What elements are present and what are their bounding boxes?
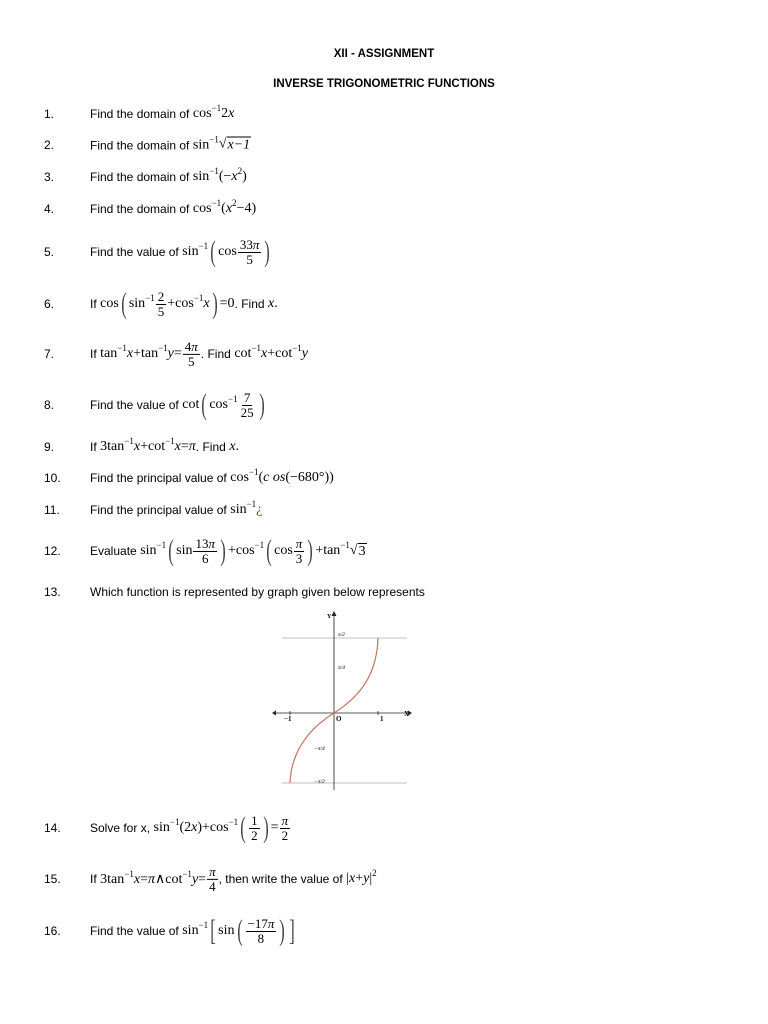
fraction: $\frac{\pi}{3}$ [295,535,303,566]
inverse-sine-graph [272,608,412,792]
origin-label: O [336,715,342,723]
y-tick-label: π/4 [338,665,346,671]
y-tick-label: π/2 [338,632,346,638]
fraction: $\frac{-17\pi}{8}$ [247,915,275,946]
x-axis-arrow-left [272,711,276,716]
math-expression: $\sin^{-1}$ [189,134,219,152]
y-tick-label: −π/4 [314,746,325,752]
question-number: 9. [44,440,55,454]
question-text: If [90,297,97,311]
x-tick-label: 1 [380,715,384,723]
question-text: Find the value of [90,245,179,259]
question-number: 7. [44,347,55,361]
question-text: . Find [234,297,265,311]
question-text: Solve for x, [90,821,151,835]
question-10: 10. Find the principal value of $\cos^{-1}(c$ os(−680°)) [44,467,334,485]
question-text: Find the domain of [90,107,190,121]
question-number: 12. [44,544,61,558]
math-expression: √ x−1 [218,136,251,153]
question-text: Which function is represented by graph given below represents [90,585,425,599]
y-tick-label: −π/2 [314,779,325,785]
math-expression: $\sin^{-1}$ [178,241,209,259]
question-number: 16. [44,924,61,938]
question-15: 15. If $3\tan^{-1}x=\pi\wedge\cot^{-1}y=$ $\frac{\pi}{4}$ , then write the value of $|x+y|^2$ [44,863,377,894]
math-expression: $\sin^{-1}(-x^2)$ [189,166,247,184]
math-expression: $\cos^{-1}2x$ [189,103,235,121]
question-number: 2. [44,138,55,152]
question-text: , then write the value of [218,872,343,886]
math-expression: $\cos^{-1}(x^2-4)$ [189,198,257,216]
question-number: 15. [44,872,61,886]
fraction: $\frac{7}{25}$ [240,389,254,420]
question-8: 8. Find the value of cot ( $\cos^{-1}$ $\frac{7}{25}$ ) [44,388,265,421]
question-text: Find the domain of [90,138,190,152]
fraction: $\frac{13\pi}{6}$ [195,535,215,566]
fraction: $\frac{2}{5}$ [157,288,165,319]
question-text: If [90,347,97,361]
question-7: 7. If $\tan^{-1}x+\tan^{-1}y=$ $\frac{4\pi}{5}$ . Find $\cot^{-1}x+\cot^{-1}y$ [44,338,309,369]
question-text: Find the principal value of [90,503,227,517]
question-text: Find the value of [90,398,179,412]
question-text: Find the principal value of [90,471,227,485]
question-number: 3. [44,170,55,184]
question-text: . Find [200,347,231,361]
question-12: 12. Evaluate $\sin^{-1}$ ( sin $\frac{13\pi}{6}$ ) $+\cos^{-1}$ ( cos $\frac{\pi}{3}$ ) $+\tan^{-1}$ √ 3 [44,534,366,567]
question-text: Evaluate [90,544,137,558]
x-axis-label: X [404,710,410,718]
fraction: $\frac{33\pi}{5}$ [239,236,260,267]
question-text: . Find [195,440,226,454]
question-14: 14. Solve for x, $\sin^{-1}(2x)+\cos^{-1}$ ( $\frac{1}{2}$ ) = $\frac{\pi}{2}$ [44,811,289,844]
question-number: 10. [44,471,61,485]
question-number: 4. [44,202,55,216]
fraction: $\frac{\pi}{4}$ [209,863,216,894]
page-subtitle: INVERSE TRIGONOMETRIC FUNCTIONS [273,78,495,90]
question-16: 16. Find the value of $\sin^{-1}$ [ sin ( $\frac{-17\pi}{8}$ ) ] [44,914,296,947]
question-number: 8. [44,398,55,412]
page-title: XII - ASSIGNMENT [333,48,435,60]
question-number: 6. [44,297,55,311]
question-text: Find the domain of [90,202,190,216]
x-tick-label: −1 [284,715,292,723]
question-number: 14. [44,821,61,835]
y-axis-arrow [332,611,337,616]
fraction: $\frac{1}{2}$ [251,812,258,843]
question-number: 11. [44,503,60,517]
question-text: Find the value of [90,924,179,938]
question-text: If [90,440,97,454]
fraction: $\frac{4\pi}{5}$ [184,338,198,369]
question-11: 11. Find the principal value of $\sin^{-1}¿$ [44,499,263,517]
question-text: If [90,872,97,886]
question-number: 1. [44,107,55,121]
question-number: 13. [44,585,61,599]
question-text: Find the domain of [90,170,190,184]
question-5: 5. Find the value of $\sin^{-1}$ ( cos $\frac{33\pi}{5}$ ) [44,235,271,268]
fraction: $\frac{\pi}{2}$ [281,812,289,843]
y-axis-label: Y [327,614,332,620]
question-6: 6. If cos ( $\sin^{-1}$ $\frac{2}{5}$ $+\cos^{-1}x$ ) =0 . Find x . [44,287,278,320]
question-9: 9. If $3\tan^{-1}x+\cot^{-1}x=\pi$ . Find x . [44,436,240,454]
question-number: 5. [44,245,55,259]
